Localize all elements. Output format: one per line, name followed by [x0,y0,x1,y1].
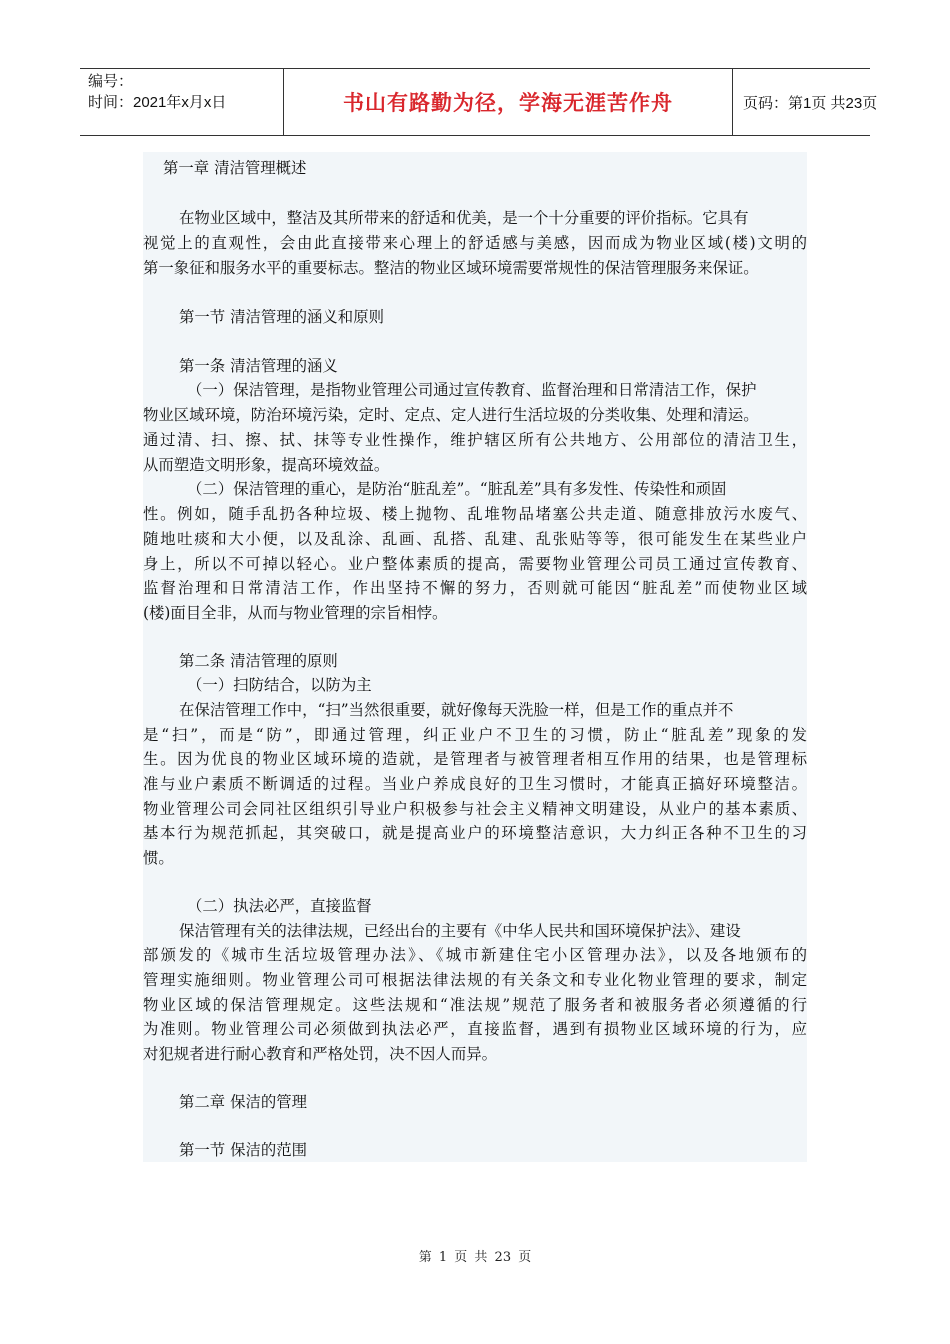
paragraph-line: 物业区域的保洁管理规定。这些法规和“准法规”规范了服务者和被服务者必须遵循的行 [143,996,807,1014]
paragraph-line: （二）保洁管理的重心，是防治“脏乱差”。“脏乱差”具有多发性、传染性和顽固 [187,480,727,498]
section-heading: 第一节 清洁管理的涵义和原则 [179,308,384,326]
paragraph-line: 视觉上的直观性，会由此直接带来心理上的舒适感与美感，因而成为物业区域(楼)文明的 [143,234,807,252]
paragraph-line: 物业管理公司会同社区组织引导业户积极参与社会主义精神文明建设，从业户的基本素质、 [143,800,807,818]
paragraph-line: 部颁发的《城市生活垃圾管理办法》、《城市新建住宅小区管理办法》，以及各地颁布的 [143,946,807,964]
header-page-label: 页码：第1页 共23页 [743,94,878,112]
paragraph-line: （一）保洁管理，是指物业管理公司通过宣传教育、监督治理和日常清洁工作，保护 [187,381,757,399]
document-number-label: 编号： [88,73,134,90]
paragraph-line: 为准则。物业管理公司必须做到执法必严，直接监督，遇到有损物业区域环境的行为，应 [143,1020,807,1038]
paragraph-line: 从而塑造文明形象，提高环境效益。 [143,456,390,474]
paragraph-line: 准与业户素质不断调适的过程。当业户养成良好的卫生习惯时，才能真正搞好环境整洁。 [143,775,807,793]
page-footer: 第 1 页 共 23 页 [418,1250,532,1265]
section-heading: 第一节 保洁的范围 [179,1141,308,1159]
paragraph-line: 基本行为规范抓起，其突破口，就是提高业户的环境整洁意识，大力纠正各种不卫生的习 [143,824,807,842]
document-body [143,152,807,1162]
paragraph-line: 性。例如，随手乱扔各种垃圾、楼上抛物、乱堆物品堵塞公共走道、随意排放污水废气、 [143,505,807,523]
paragraph-line: 惯。 [143,849,174,867]
header-slogan-cell [283,69,733,135]
subheading: （二）执法必严，直接监督 [187,897,372,915]
subheading: （一）扫防结合，以防为主 [187,676,372,694]
paragraph-line: 是“扫”，而是“防”，即通过管理，纠正业户不卫生的习惯，防止“脏乱差”现象的发 [143,726,807,744]
paragraph-line: 物业区域环境，防治环境污染，定时、定点、定人进行生活垃圾的分类收集、处理和清运。 [143,406,759,424]
paragraph-line: 保洁管理有关的法律法规，已经出台的主要有《中华人民共和国环境保护法》、建设 [179,922,741,940]
paragraph-line: 身上，所以不可掉以轻心。业户整体素质的提高，需要物业管理公司员工通过宣传教育、 [143,555,807,573]
paragraph-line: 监督治理和日常清洁工作，作出坚持不懈的努力，否则就可能因“脏乱差”而使物业区域 [143,579,807,597]
paragraph-line: 随地吐痰和大小便，以及乱涂、乱画、乱搭、乱建、乱张贴等等，很可能发生在某些业户 [143,530,807,548]
header-meta [80,69,283,135]
paragraph-line: 对犯规者进行耐心教育和严格处罚，决不因人而异。 [143,1045,497,1063]
paragraph-line: 通过清、扫、擦、拭、抹等专业性操作，维护辖区所有公共地方、公用部位的清洁卫生， [143,431,807,449]
header-slogan: 书山有路勤为径，学海无涯苦作舟 [343,91,673,115]
article-heading: 第一条 清洁管理的涵义 [179,357,338,375]
document-date-label: 时间：2021年x月x日 [88,94,227,111]
chapter-heading: 第一章 清洁管理概述 [163,159,307,177]
paragraph-line: 生。因为优良的物业区域环境的造就，是管理者与被管理者相互作用的结果，也是管理标 [143,750,807,768]
paragraph-line: (楼)面目全非，从而与物业管理的宗旨相悖。 [143,604,448,622]
page-header [80,68,878,136]
paragraph-line: 管理实施细则。物业管理公司可根据法律法规的有关条文和专业化物业管理的要求，制定 [143,971,807,989]
paragraph-line: 在保洁管理工作中，“扫”当然很重要，就好像每天洗脸一样，但是工作的重点并不 [179,701,734,719]
chapter-heading: 第二章 保洁的管理 [179,1093,308,1111]
paragraph-line: 第一象征和服务水平的重要标志。整洁的物业区域环境需要常规性的保洁管理服务来保证。 [143,259,759,277]
article-heading: 第二条 清洁管理的原则 [179,652,338,670]
paragraph-line: 在物业区域中，整洁及其所带来的舒适和优美，是一个十分重要的评价指标。它具有 [179,209,749,227]
